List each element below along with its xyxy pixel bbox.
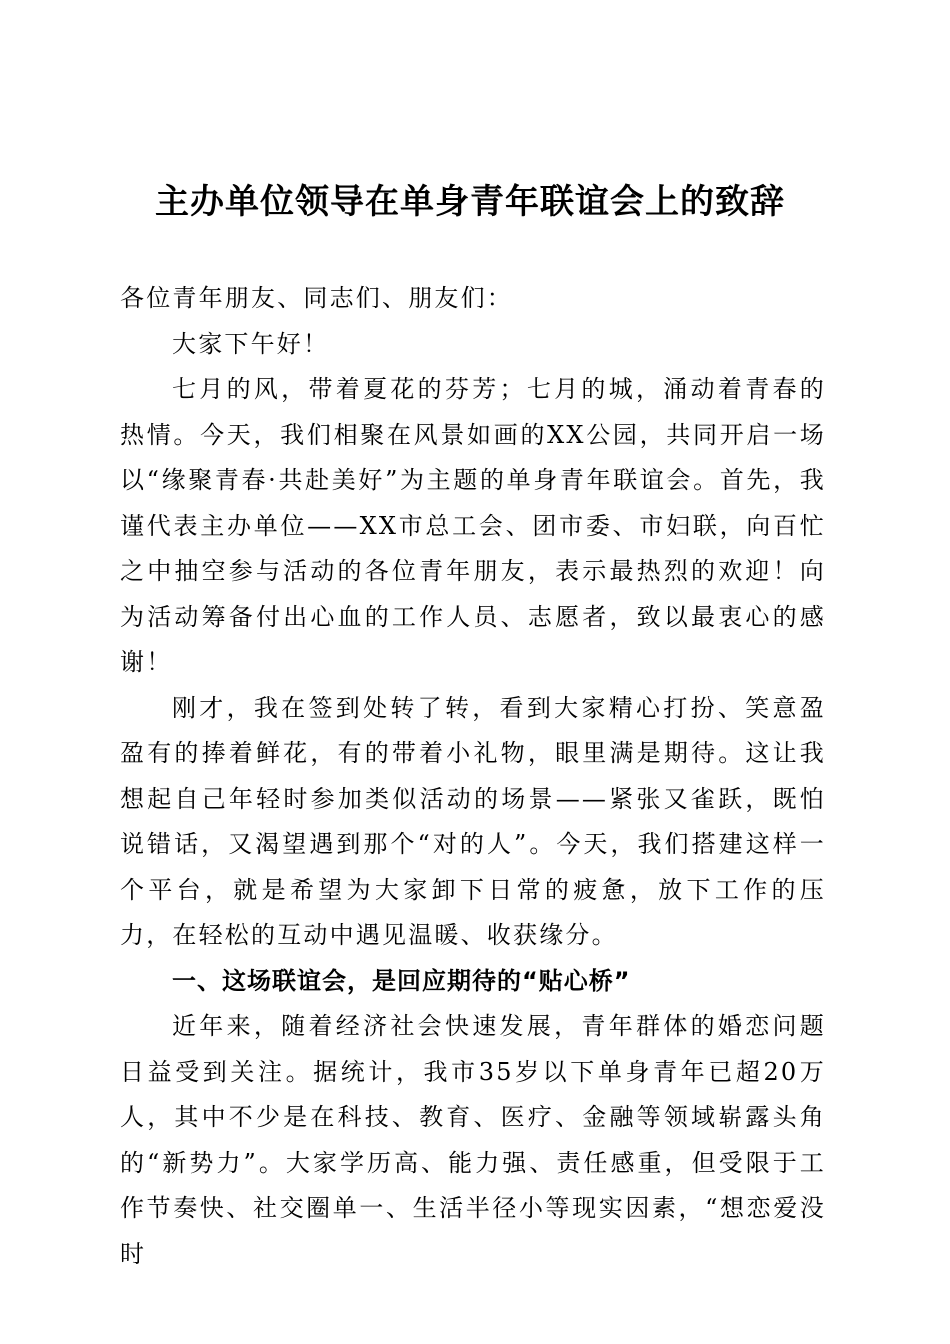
- document-title: 主办单位领导在单身青年联谊会上的致辞: [155, 182, 785, 222]
- paragraph: 七月的风，带着夏花的芬芳；七月的城，涌动着青春的热情。今天，我们相聚在风景如画的XX公园，共同开启一场以“缘聚青春·共赴美好”为主题的单身青年联谊会。首先，我谨代表主办单位——XX市总工会、团市委、市妇联，向百忙之中抽空参与活动的各位青年朋友，表示最热烈的欢迎！向为活动筹备付出心血的工作人员、志愿者，致以最衷心的感谢！: [120, 375, 826, 676]
- paragraph: 近年来，随着经济社会快速发展，青年群体的婚恋问题日益受到关注。据统计，我市35岁以下单身青年已超20万人，其中不少是在科技、教育、医疗、金融等领域崭露头角的“新势力”。大家学历高、能力强、责任感重，但受限于工作节奏快、社交圈单一、生活半径小等现实因素，“想恋爱没时: [120, 1012, 826, 1268]
- section-heading: 一、这场联谊会，是回应期待的“贴心桥”: [172, 966, 631, 995]
- greeting: 大家下午好！: [172, 329, 330, 358]
- salutation: 各位青年朋友、同志们、朋友们：: [120, 284, 513, 312]
- paragraph: 刚才，我在签到处转了转，看到大家精心打扮、笑意盈盈有的捧着鲜花，有的带着小礼物，眼里满是期待。这让我想起自己年轻时参加类似活动的场景——紧张又雀跃，既怕说错话，又渴望遇到那个“对的人”。今天，我们搭建这样一个平台，就是希望为大家卸下日常的疲惫，放下工作的压力，在轻松的互动中遇见温暖、收获缘分。: [120, 693, 826, 949]
- document-body: [120, 276, 826, 1277]
